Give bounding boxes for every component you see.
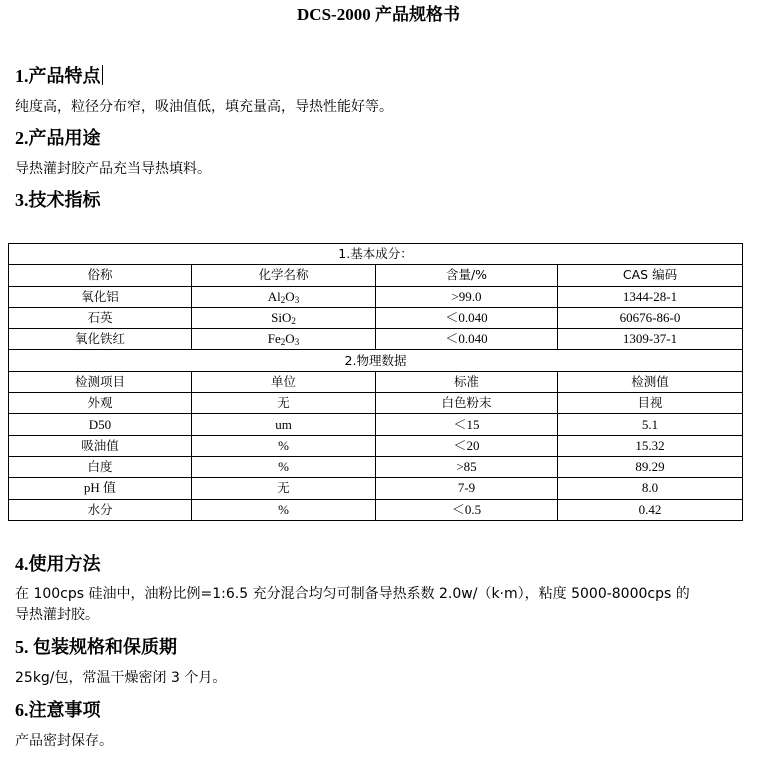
content-value: ＜0.040: [376, 329, 558, 350]
test-item: D50: [9, 414, 192, 435]
header-cas: CAS 编码: [558, 265, 743, 286]
header-content: 含量/%: [376, 265, 558, 286]
chemical-formula: [192, 286, 376, 307]
unit: 无: [192, 478, 376, 499]
unit: um: [192, 414, 376, 435]
test-value: 目视: [558, 393, 743, 414]
document-title: DCS-2000 产品规格书: [297, 5, 460, 24]
header-test-item: 检测项目: [9, 371, 192, 392]
test-item: 水分: [9, 499, 192, 520]
common-name: 石英: [9, 307, 192, 328]
test-item: pH 值: [9, 478, 192, 499]
formula-subscript: 2: [291, 316, 296, 327]
test-item: 白度: [9, 456, 192, 477]
table-row: [9, 478, 743, 499]
header-chemical-name: 化学名称: [192, 265, 376, 286]
section-3-heading: 3.技术指标: [15, 190, 101, 210]
table-row: [9, 499, 743, 520]
section-6-heading: 6.注意事项: [15, 700, 101, 720]
table-row: [9, 414, 743, 435]
unit: 无: [192, 393, 376, 414]
section-4-body-line1: 在 100cps 硅油中，油粉比例=1:6.5 充分混合均匀可制备导热系数 2.0w/（k·m），粘度 5000-8000cps 的: [15, 586, 690, 602]
content-value: ＜0.040: [376, 307, 558, 328]
standard: 白色粉末: [376, 393, 558, 414]
formula-part: Fe: [267, 331, 281, 347]
standard: ＜0.5: [376, 499, 558, 520]
test-value: 89.29: [558, 456, 743, 477]
section-5-body: 25kg/包，常温干燥密闭 3 个月。: [15, 670, 227, 686]
standard: 7-9: [376, 478, 558, 499]
formula-subscript: 2: [280, 294, 286, 305]
test-value: 8.0: [558, 478, 743, 499]
table-row: [9, 435, 743, 456]
test-value: 5.1: [558, 414, 743, 435]
section-1-body: 纯度高，粒径分布窄，吸油值低，填充量高，导热性能好等。: [15, 99, 393, 115]
header-standard: 标准: [376, 371, 558, 392]
section-5-heading: 5. 包装规格和保质期: [15, 637, 177, 657]
cas-number: 1344-28-1: [558, 286, 743, 307]
test-item: 吸油值: [9, 435, 192, 456]
table-row: [9, 456, 743, 477]
chemical-formula: [192, 329, 376, 350]
section-1-heading[interactable]: [15, 64, 103, 88]
physical-header-row: [9, 371, 743, 392]
chemical-formula: [192, 307, 376, 328]
header-common-name: 俗称: [9, 265, 192, 286]
common-name: 氧化铁红: [9, 329, 192, 350]
unit: %: [192, 435, 376, 456]
header-unit: 单位: [192, 371, 376, 392]
composition-header-row: [9, 265, 743, 286]
text-cursor: [102, 65, 104, 85]
section-4-body-line2: 导热灌封胶。: [15, 607, 99, 623]
table-row: [9, 307, 743, 328]
section-2-body: 导热灌封胶产品充当导热填料。: [15, 161, 211, 177]
formula-part: Al: [267, 288, 281, 304]
cas-number: 60676-86-0: [558, 307, 743, 328]
formula-part: SiO: [271, 310, 292, 326]
unit: %: [192, 499, 376, 520]
formula-part: O: [285, 288, 295, 304]
unit: %: [192, 456, 376, 477]
header-test-value: 检测值: [558, 371, 743, 392]
test-value: 15.32: [558, 435, 743, 456]
composition-caption-row: [9, 244, 743, 265]
formula-subscript: 3: [294, 337, 300, 348]
test-item: 外观: [9, 393, 192, 414]
section-4-heading: 4.使用方法: [15, 554, 101, 574]
test-value: 0.42: [558, 499, 743, 520]
physical-caption: 2.物理数据: [9, 350, 743, 371]
standard: >85: [376, 456, 558, 477]
table-row: [9, 329, 743, 350]
standard: ＜20: [376, 435, 558, 456]
cas-number: 1309-37-1: [558, 329, 743, 350]
common-name: 氧化铝: [9, 286, 192, 307]
composition-caption: 1.基本成分：: [9, 244, 743, 265]
section-6-body: 产品密封保存。: [15, 733, 113, 749]
content-value: >99.0: [376, 286, 558, 307]
formula-subscript: 2: [280, 337, 286, 348]
section-2-heading: 2.产品用途: [15, 128, 101, 148]
physical-caption-row: [9, 350, 743, 371]
table-row: [9, 393, 743, 414]
table-row: [9, 286, 743, 307]
standard: ＜15: [376, 414, 558, 435]
spec-table: [8, 243, 743, 521]
formula-part: O: [285, 331, 295, 347]
formula-subscript: 3: [294, 294, 300, 305]
section-1-heading-text: 1.产品特点: [15, 66, 101, 86]
